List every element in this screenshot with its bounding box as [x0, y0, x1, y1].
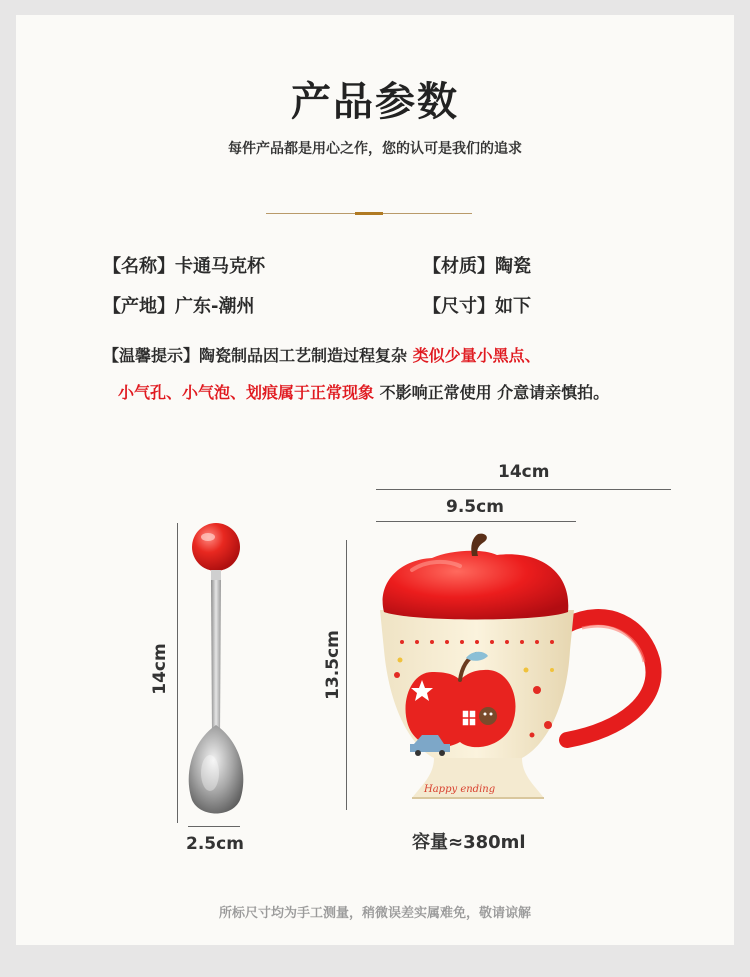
mug-height-label: 13.5cm — [323, 630, 343, 700]
spec-name: 【名称】卡通马克杯 — [103, 256, 265, 277]
capacity-label: 容量≈380ml — [412, 832, 526, 853]
notice-line-1 — [103, 343, 541, 366]
mug-total-width-label: 14cm — [498, 462, 550, 482]
mug-print-text: Happy ending — [424, 784, 496, 795]
spoon-width-line — [188, 826, 240, 827]
spec-origin: 【产地】广东-潮州 — [103, 296, 255, 317]
page-subtitle: 每件产品都是用心之作，您的认可是我们的追求 — [228, 141, 522, 157]
spoon-length-label: 14cm — [150, 643, 170, 695]
spoon-width-label: 2.5cm — [186, 834, 244, 854]
notice-line-2 — [118, 380, 609, 403]
notice-rest: 不影响正常使用 介意请亲慎拍。 — [379, 383, 610, 402]
mug-total-width-line — [376, 489, 671, 490]
notice-label: 【温馨提示】陶瓷制品因工艺制造过程复杂 — [103, 346, 408, 365]
spoon-length-line — [177, 523, 178, 823]
mug-body-width-line — [376, 521, 576, 522]
spoon-illustration — [180, 515, 260, 825]
notice-highlight-2: 小气孔、小气泡、划痕属于正常现象 — [118, 383, 375, 402]
page-title: 产品参数 — [291, 79, 459, 125]
title-divider-accent — [355, 212, 383, 215]
notice-highlight-1: 类似少量小黑点、 — [412, 346, 541, 365]
mug-illustration — [372, 530, 682, 820]
spec-size: 【尺寸】如下 — [423, 296, 531, 317]
mug-height-line — [346, 540, 347, 810]
mug-body-width-label: 9.5cm — [446, 497, 504, 517]
footer-note: 所标尺寸均为手工测量，稍微误差实属难免，敬请谅解 — [218, 906, 531, 921]
spec-material: 【材质】陶瓷 — [423, 256, 531, 277]
